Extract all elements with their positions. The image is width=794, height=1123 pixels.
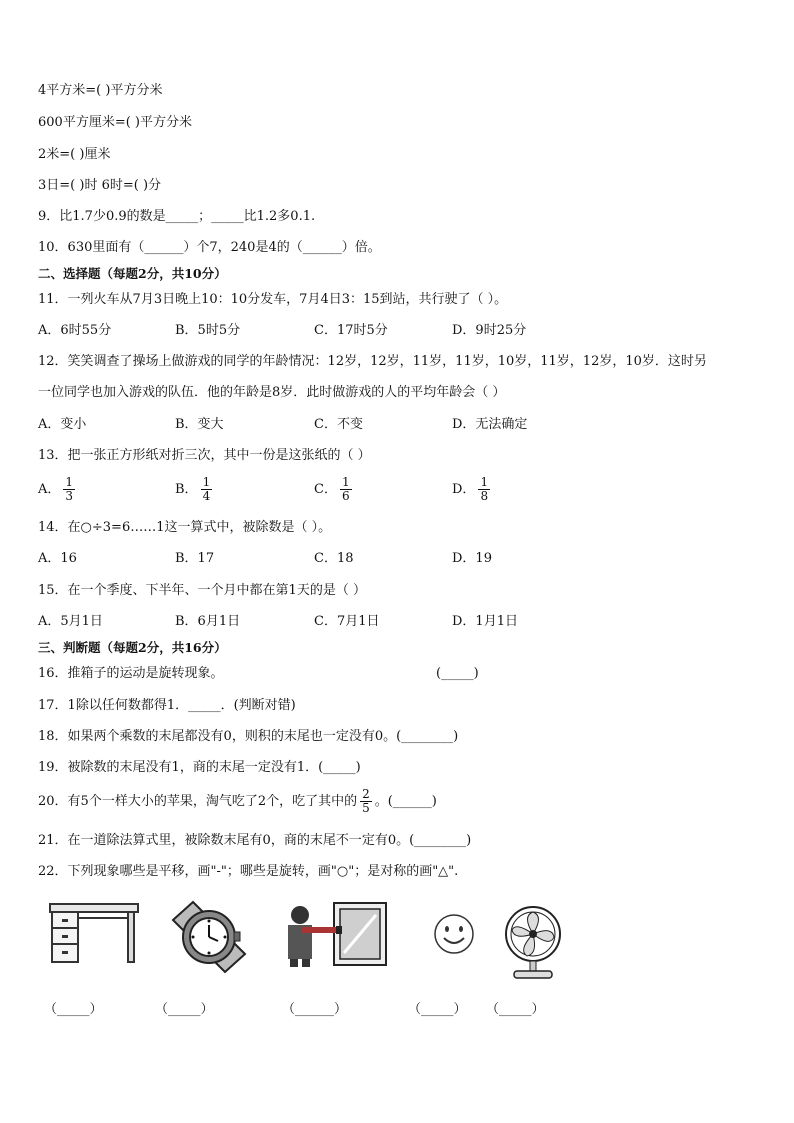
q12-option-b: B．变大 bbox=[175, 417, 224, 432]
q14-option-c: C．18 bbox=[314, 551, 354, 566]
q13-d-denominator: 8 bbox=[480, 489, 489, 503]
question-17: 17．1除以任何数都得1．_____．(判断对错) bbox=[38, 698, 296, 713]
q20-numerator: 2 bbox=[362, 787, 370, 801]
q13-c-fraction bbox=[340, 476, 352, 503]
q12-option-d: D．无法确定 bbox=[452, 417, 528, 432]
q13-c-numerator: 1 bbox=[341, 475, 350, 489]
q14-option-a: A．16 bbox=[38, 551, 77, 566]
q13-a-label: A． bbox=[38, 482, 61, 497]
question-12-line-2: 一位同学也加入游戏的队伍．他的年龄是8岁．此时做游戏的人的平均年龄会（ ） bbox=[38, 385, 506, 400]
push-window-icon bbox=[282, 901, 388, 967]
question-14: 14．在○÷3=6……1这一算式中，被除数是（ ）。 bbox=[38, 520, 332, 535]
conversion-line-3: 2米=( )厘米 bbox=[38, 147, 111, 162]
q13-option-a bbox=[38, 476, 78, 503]
q20-denominator: 5 bbox=[362, 801, 370, 815]
conversion-line-1: 4平方米=( )平方分米 bbox=[38, 83, 163, 98]
question-22: 22．下列现象哪些是平移，画"-"；哪些是旋转，画"○"；是对称的画"△". bbox=[38, 864, 459, 879]
q22-answer-blank-1[interactable]: （_____） bbox=[44, 1002, 103, 1017]
q13-b-numerator: 1 bbox=[202, 475, 211, 489]
q22-answer-blank-4[interactable]: （_____） bbox=[408, 1002, 467, 1017]
q13-option-c bbox=[314, 476, 355, 503]
q22-answer-blank-3[interactable]: （______） bbox=[282, 1002, 348, 1017]
q13-b-fraction bbox=[201, 476, 213, 503]
desk-icon bbox=[48, 900, 140, 966]
q15-option-a: A．5月1日 bbox=[38, 614, 103, 629]
q13-option-b bbox=[175, 476, 215, 503]
question-15: 15．在一个季度、下半年、一个月中都在第1天的是（ ） bbox=[38, 583, 366, 598]
question-10: 10．630里面有（______）个7，240是4的（______）倍。 bbox=[38, 240, 381, 255]
q22-answer-blank-2[interactable]: （_____） bbox=[155, 1002, 214, 1017]
question-12-line-1: 12．笑笑调查了操场上做游戏的同学的年龄情况：12岁，12岁，11岁，11岁，10岁，11岁，12岁，10岁．这时另 bbox=[38, 354, 707, 369]
q11-option-a: A．6时55分 bbox=[38, 323, 112, 338]
q11-option-d: D．9时25分 bbox=[452, 323, 527, 338]
q12-option-a: A．变小 bbox=[38, 417, 87, 432]
q13-b-denominator: 4 bbox=[202, 489, 211, 503]
q16-answer-blank[interactable]: (_____) bbox=[436, 666, 479, 681]
q22-answer-blank-5[interactable]: （_____） bbox=[486, 1002, 545, 1017]
question-18: 18．如果两个乘数的末尾都没有0，则积的末尾也一定没有0。(________) bbox=[38, 729, 459, 744]
watch-icon bbox=[163, 898, 255, 976]
electric-fan-icon bbox=[500, 904, 566, 980]
section-judge-title: 三、判断题（每题2分，共16分） bbox=[38, 640, 227, 655]
q15-option-d: D．1月1日 bbox=[452, 614, 518, 629]
question-20 bbox=[38, 788, 437, 815]
q13-a-denominator: 3 bbox=[65, 489, 74, 503]
q20-text-post: 。(______) bbox=[374, 794, 437, 809]
conversion-line-2: 600平方厘米=( )平方分米 bbox=[38, 115, 192, 130]
q12-option-c: C．不变 bbox=[314, 417, 363, 432]
question-13: 13．把一张正方形纸对折三次，其中一份是这张纸的（ ） bbox=[38, 448, 371, 463]
question-9: 9．比1.7少0.9的数是_____；_____比1.2多0.1. bbox=[38, 209, 316, 224]
q13-b-label: B． bbox=[175, 482, 198, 497]
q13-d-fraction bbox=[478, 476, 490, 503]
q20-text-pre: 20．有5个一样大小的苹果，淘气吃了2个，吃了其中的 bbox=[38, 794, 358, 809]
conversion-line-4: 3日=( )时 6时=( )分 bbox=[38, 178, 162, 193]
q14-option-b: B．17 bbox=[175, 551, 215, 566]
q13-c-label: C． bbox=[314, 482, 337, 497]
question-19: 19．被除数的末尾没有1，商的末尾一定没有1．(_____) bbox=[38, 760, 361, 775]
q11-option-c: C．17时5分 bbox=[314, 323, 388, 338]
q15-option-c: C．7月1日 bbox=[314, 614, 380, 629]
q13-d-numerator: 1 bbox=[480, 475, 489, 489]
question-21: 21．在一道除法算式里，被除数末尾有0，商的末尾不一定有0。(________) bbox=[38, 833, 472, 848]
smiley-face-icon bbox=[432, 912, 476, 956]
question-16: 16．推箱子的运动是旋转现象。 bbox=[38, 666, 224, 681]
question-11: 11．一列火车从7月3日晚上10：10分发车，7月4日3：15到站，共行驶了（ ）。 bbox=[38, 292, 508, 307]
section-choice-title: 二、选择题（每题2分，共10分） bbox=[38, 266, 227, 281]
q15-option-b: B．6月1日 bbox=[175, 614, 241, 629]
q13-a-numerator: 1 bbox=[65, 475, 74, 489]
q11-option-b: B．5时5分 bbox=[175, 323, 241, 338]
q20-fraction bbox=[360, 788, 372, 815]
q13-c-denominator: 6 bbox=[341, 489, 350, 503]
q13-a-fraction bbox=[63, 476, 75, 503]
q14-option-d: D．19 bbox=[452, 551, 492, 566]
q13-d-label: D． bbox=[452, 482, 476, 497]
q13-option-d bbox=[452, 476, 493, 503]
